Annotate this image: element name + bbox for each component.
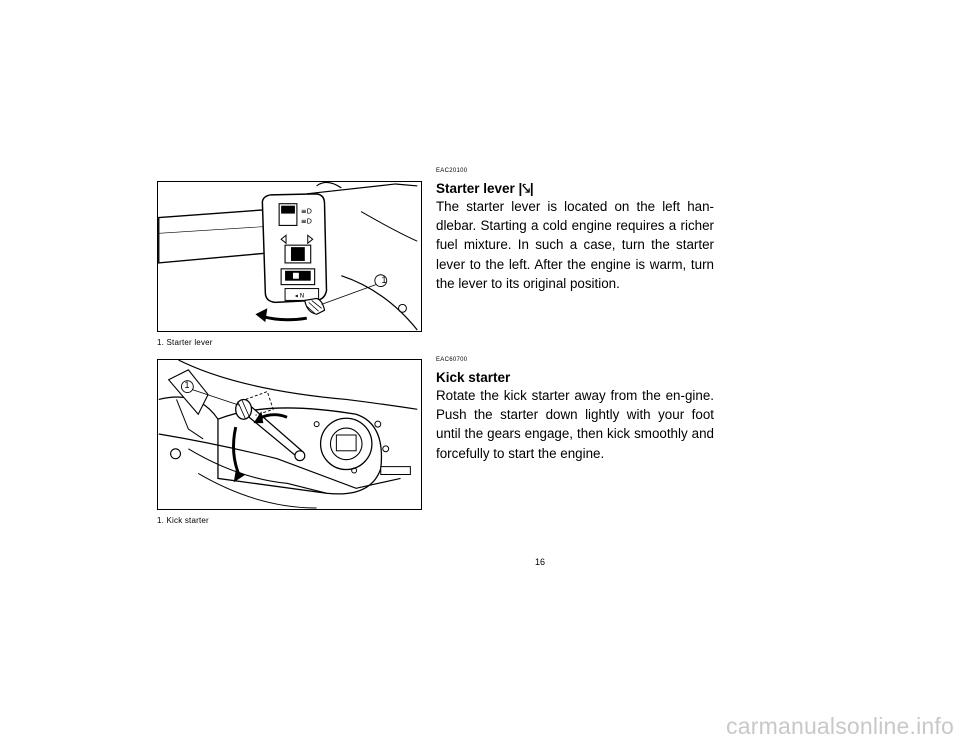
svg-text:≡D: ≡D: [300, 207, 312, 216]
section-code: EAC60700: [436, 357, 468, 363]
kick-starter-illustration: [158, 360, 421, 509]
page-number: 16: [534, 557, 545, 567]
starter-lever-section: [436, 168, 714, 293]
kick-starter-section: [436, 357, 714, 463]
figure-caption: 1. Starter lever: [157, 338, 213, 347]
svg-text:◂ N: ◂ N: [294, 293, 305, 300]
section-heading: Kick starter: [436, 370, 511, 385]
callout-number: 1: [184, 380, 190, 390]
section-code: EAC20100: [436, 168, 468, 174]
section-body: The starter lever is located on the left han-dlebar. Starting a cold engine requires a richer fuel mixture. In such a case, turn the starter lever to the left. After the engine is warm, turn the lever to its original position.: [436, 199, 714, 291]
figure-caption: 1. Kick starter: [157, 516, 209, 525]
callout-number: 1: [381, 275, 387, 285]
starter-lever-figure: [157, 181, 422, 332]
svg-text:≡D: ≡D: [300, 217, 312, 226]
section-body: Rotate the kick starter away from the en-gine. Push the starter down lightly with your foot until the gears engage, then kick smoothly and forcefully to start the engine.: [436, 388, 714, 461]
kick-starter-figure: [157, 359, 422, 510]
section-heading: Starter lever |⤥|: [436, 181, 534, 196]
starter-lever-illustration: [158, 182, 421, 331]
watermark: carmanualsonline.info: [726, 713, 954, 739]
